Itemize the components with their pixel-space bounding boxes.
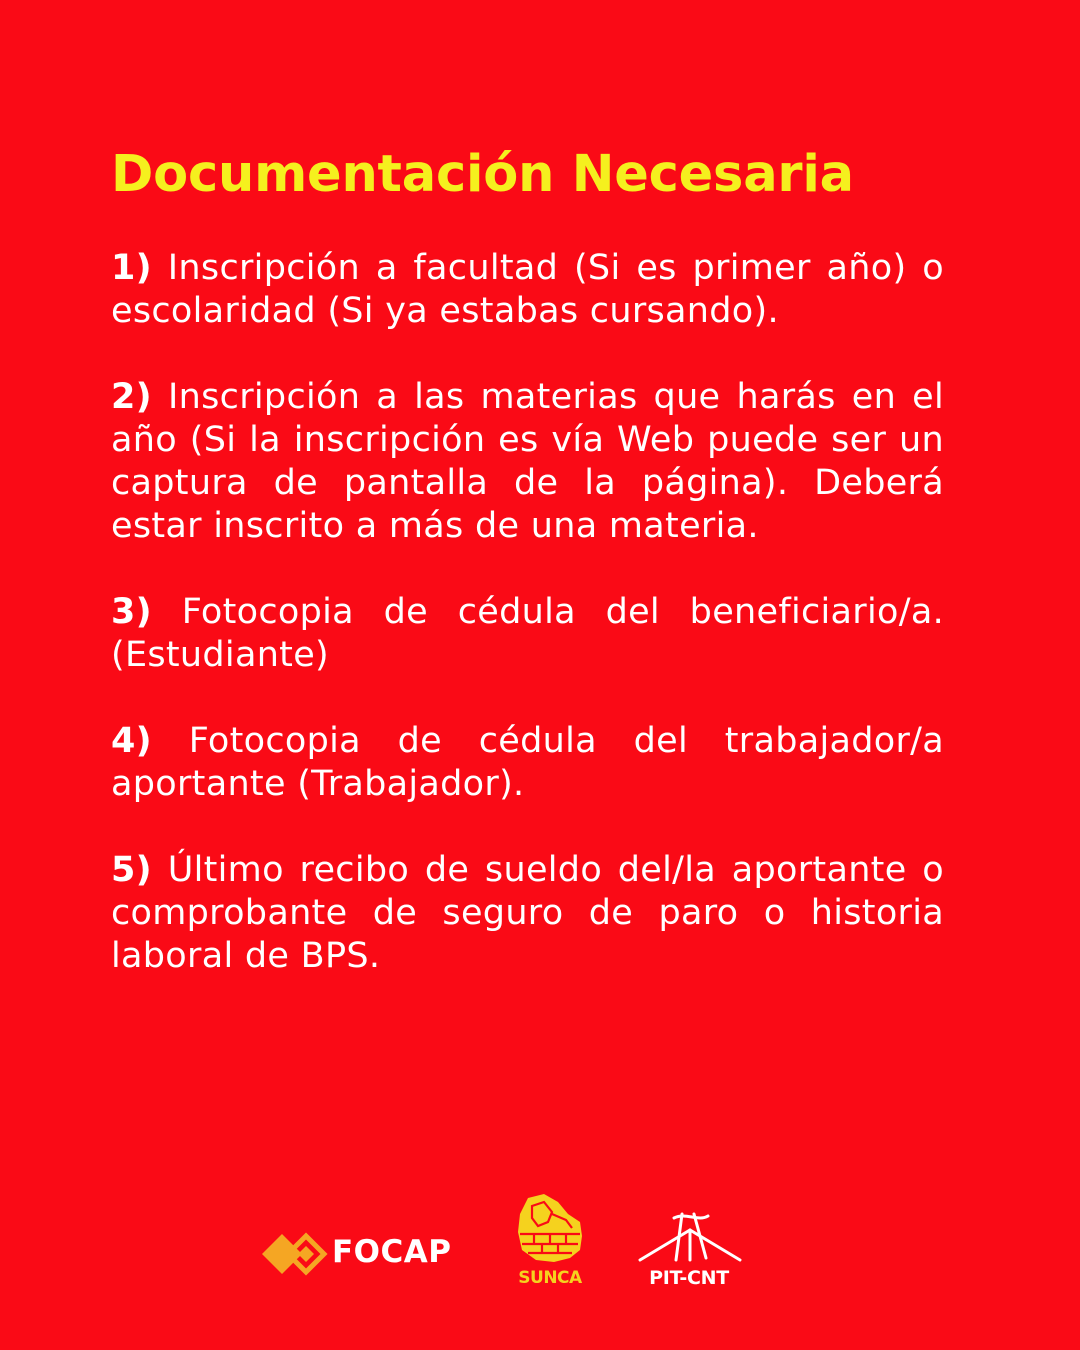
list-item	[111, 591, 944, 677]
focap-diamond-icon	[262, 1232, 332, 1276]
pitcnt-label: PIT-CNT	[649, 1267, 729, 1289]
sunca-worker-brick-icon	[514, 1192, 586, 1270]
item-number: 2)	[111, 377, 152, 417]
item-number: 3)	[111, 592, 152, 632]
footer-logos	[0, 1180, 1080, 1300]
pitcnt-logo	[636, 1210, 746, 1290]
sunca-logo	[514, 1192, 586, 1292]
item-text: Inscripción a las materias que harás en el año (Si la inscripción es vía Web puede ser un captura de pantalla de la página). Deberá estar inscrito a más de una materia.	[111, 377, 944, 546]
item-text: Fotocopia de cédula del beneficiario/a. (Estudiante)	[111, 592, 944, 675]
requirements-list	[111, 247, 944, 978]
item-text: Fotocopia de cédula del trabajador/a aportante (Trabajador).	[111, 721, 944, 804]
page-title: Documentación Necesaria	[111, 145, 854, 204]
list-item	[111, 849, 944, 978]
item-text: Último recibo de sueldo del/la aportante o comprobante de seguro de paro o historia laboral de BPS.	[111, 850, 944, 976]
item-text: Inscripción a facultad (Si es primer año) o escolaridad (Si ya estabas cursando).	[111, 248, 944, 331]
item-number: 4)	[111, 721, 152, 761]
item-number: 5)	[111, 850, 152, 890]
pitcnt-roof-icon	[636, 1210, 742, 1266]
list-item	[111, 376, 944, 548]
item-number: 1)	[111, 248, 152, 288]
focap-label: FOCAP	[332, 1234, 452, 1270]
list-item	[111, 720, 944, 806]
list-item	[111, 247, 944, 333]
sunca-label: SUNCA	[518, 1268, 582, 1288]
